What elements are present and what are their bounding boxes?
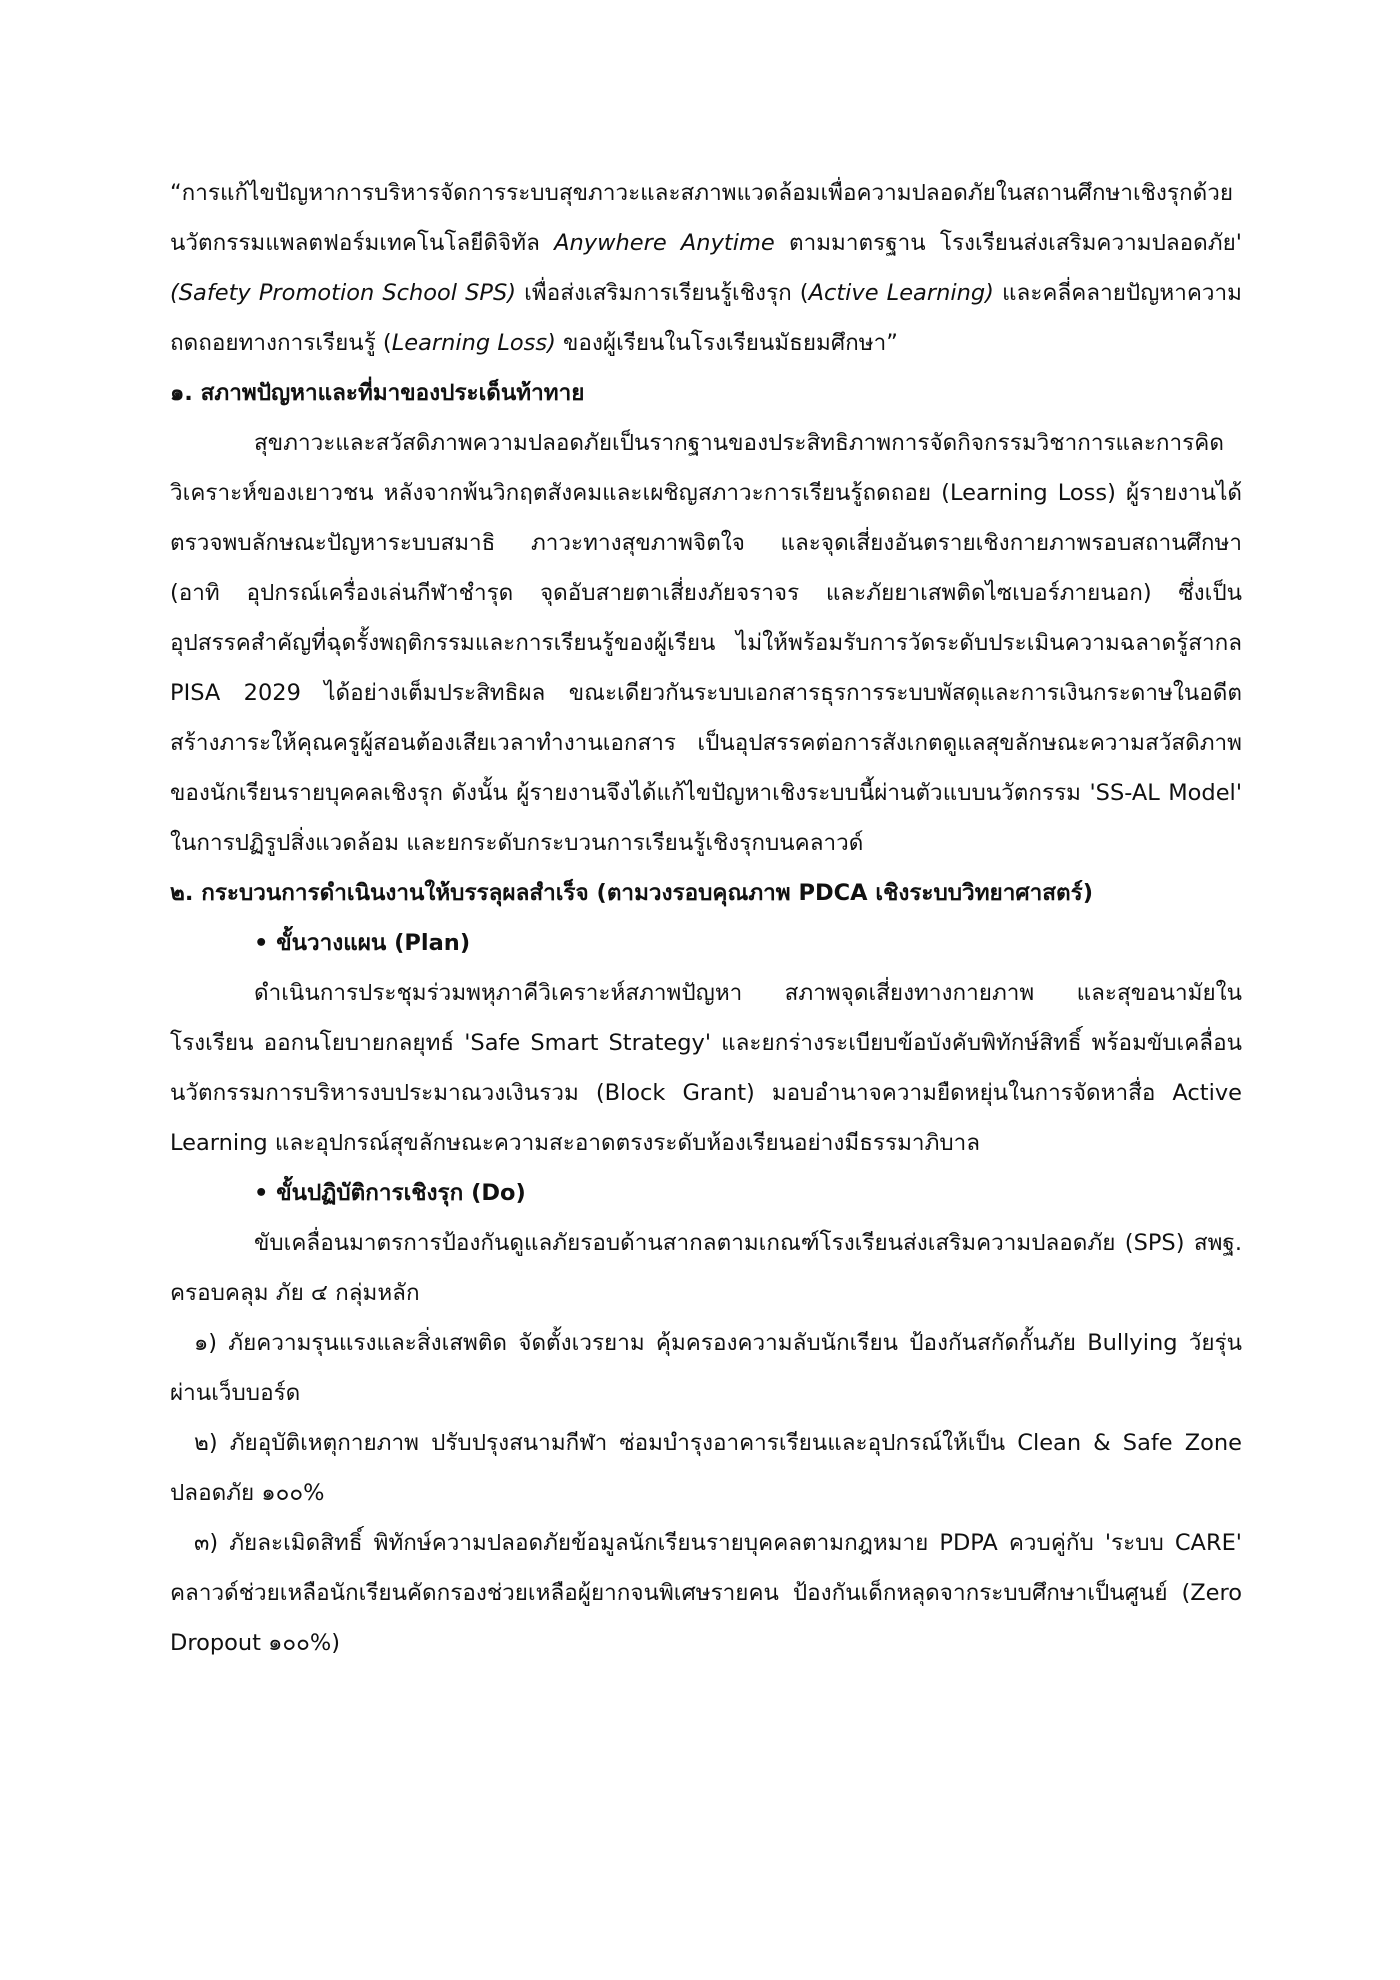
- list-item: ๓) ภัยละเมิดสิทธิ์ พิทักษ์ความปลอดภัยข้อมูลนักเรียนรายบุคคลตามกฎหมาย PDPA ควบคู่กับ 'ระบบ CARE' คลาวด์ช่วยเหลือนักเรียนคัดกรองช่วยเหลือผู้ยากจนพิเศษรายคน ป้องกันเด็กหลุดจากระบบศึกษาเป็นศูนย์ (Zero Dropout ๑๐๐%): [170, 1530, 1242, 1656]
- plan-body: ดำเนินการประชุมร่วมพหุภาคีวิเคราะห์สภาพปัญหา สภาพจุดเสี่ยงทางกายภาพ และสุขอนามัยในโรงเรียน ออกนโยบายกลยุทธ์ 'Safe Smart Strategy' และยกร่างระเบียบข้อบังคับพิทักษ์สิทธิ์ พร้อมขับเคลื่อนนวัตกรรมการบริหารงบประมาณวงเงินรวม (Block Grant) มอบอำนาจความยืดหยุ่นในการจัดหาสื่อ Active Learning และอุปกรณ์สุขลักษณะความสะอาดตรงระดับห้องเรียนอย่างมีธรรมาภิบาล: [170, 980, 1242, 1156]
- intro-text-2: Anywhere Anytime: [554, 230, 775, 256]
- intro-text-9: ของผู้เรียนในโรงเรียนมัธยมศึกษา”: [555, 330, 898, 356]
- intro-text-8: Learning Loss): [391, 330, 556, 356]
- intro-title-paragraph: [170, 168, 1242, 368]
- list-item: ๑) ภัยความรุนแรงและสิ่งเสพติด จัดตั้งเวรยาม คุ้มครองความลับนักเรียน ป้องกันสกัดกั้นภัย Bullying วัยรุ่นผ่านเว็บบอร์ด: [170, 1330, 1242, 1406]
- plan-heading: • ขั้นวางแผน (Plan): [254, 930, 471, 956]
- do-body: ขับเคลื่อนมาตรการป้องกันดูแลภัยรอบด้านสากลตามเกณฑ์โรงเรียนส่งเสริมความปลอดภัย (SPS) สพฐ. ครอบคลุม ภัย ๔ กลุ่มหลัก: [170, 1230, 1242, 1306]
- do-heading: • ขั้นปฏิบัติการเชิงรุก (Do): [254, 1180, 526, 1206]
- section-1-body: สุขภาวะและสวัสดิภาพความปลอดภัยเป็นรากฐานของประสิทธิภาพการจัดกิจกรรมวิชาการและการคิดวิเคราะห์ของเยาวชน หลังจากพ้นวิกฤตสังคมและเผชิญสภาวะการเรียนรู้ถดถอย (Learning Loss) ผู้รายงานได้ตรวจพบลักษณะปัญหาระบบสมาธิ ภาวะทางสุขภาพจิตใจ และจุดเสี่ยงอันตรายเชิงกายภาพรอบสถานศึกษา (อาทิ อุปกรณ์เครื่องเล่นกีฬาชำรุด จุดอับสายตาเสี่ยงภัยจราจร และภัยยาเสพติดไซเบอร์ภายนอก) ซึ่งเป็นอุปสรรคสำคัญที่ฉุดรั้งพฤติกรรมและการเรียนรู้ของผู้เรียน ไม่ให้พร้อมรับการวัดระดับประเมินความฉลาดรู้สากล PISA 2029 ได้อย่างเต็มประสิทธิผล ขณะเดียวกันระบบเอกสารธุรการระบบพัสดุและการเงินกระดาษในอดีตสร้างภาระให้คุณครูผู้สอนต้องเสียเวลาทำงานเอกสาร เป็นอุปสรรคต่อการสังเกตดูแลสุขลักษณะความสวัสดิภาพของนักเรียนรายบุคคลเชิงรุก ดังนั้น ผู้รายงานจึงได้แก้ไขปัญหาเชิงระบบนี้ผ่านตัวแบบนวัตกรรม 'SS-AL Model' ในการปฏิรูปสิ่งแวดล้อม และยกระดับกระบวนการเรียนรู้เชิงรุกบนคลาวด์: [170, 430, 1242, 856]
- section-1-heading: ๑. สภาพปัญหาและที่มาของประเด็นท้าทาย: [170, 380, 585, 406]
- intro-text-5: เพื่อส่งเสริมการเรียนรู้เชิงรุก (: [516, 280, 809, 306]
- intro-text-6: Active Learning): [808, 280, 994, 306]
- intro-text-1: “การแก้ไขปัญหาการบริหารจัดการระบบสุขภาวะและสภาพแวดล้อมเพื่อความปลอดภัยในสถานศึกษาเชิงรุกด้วยนวัตกรรมแพลตฟอร์มเทคโนโลยีดิจิทัล: [170, 180, 1234, 256]
- section-2-heading: ๒. กระบวนการดำเนินงานให้บรรลุผลสำเร็จ (ตามวงรอบคุณภาพ PDCA เชิงระบบวิทยาศาสตร์): [170, 880, 1093, 906]
- intro-text-4: ' (Safety Promotion School SPS): [170, 230, 1242, 306]
- intro-text-3: ตามมาตรฐาน โรงเรียนส่งเสริมความปลอดภัย: [774, 230, 1236, 256]
- intro-text-7: และคลี่คลายปัญหาความถดถอยทางการเรียนรู้ (: [170, 280, 1242, 356]
- list-item: ๒) ภัยอุบัติเหตุกายภาพ ปรับปรุงสนามกีฬา ซ่อมบำรุงอาคารเรียนและอุปกรณ์ให้เป็น Clean & Safe Zone ปลอดภัย ๑๐๐%: [170, 1430, 1242, 1506]
- document-page: [170, 168, 1242, 1668]
